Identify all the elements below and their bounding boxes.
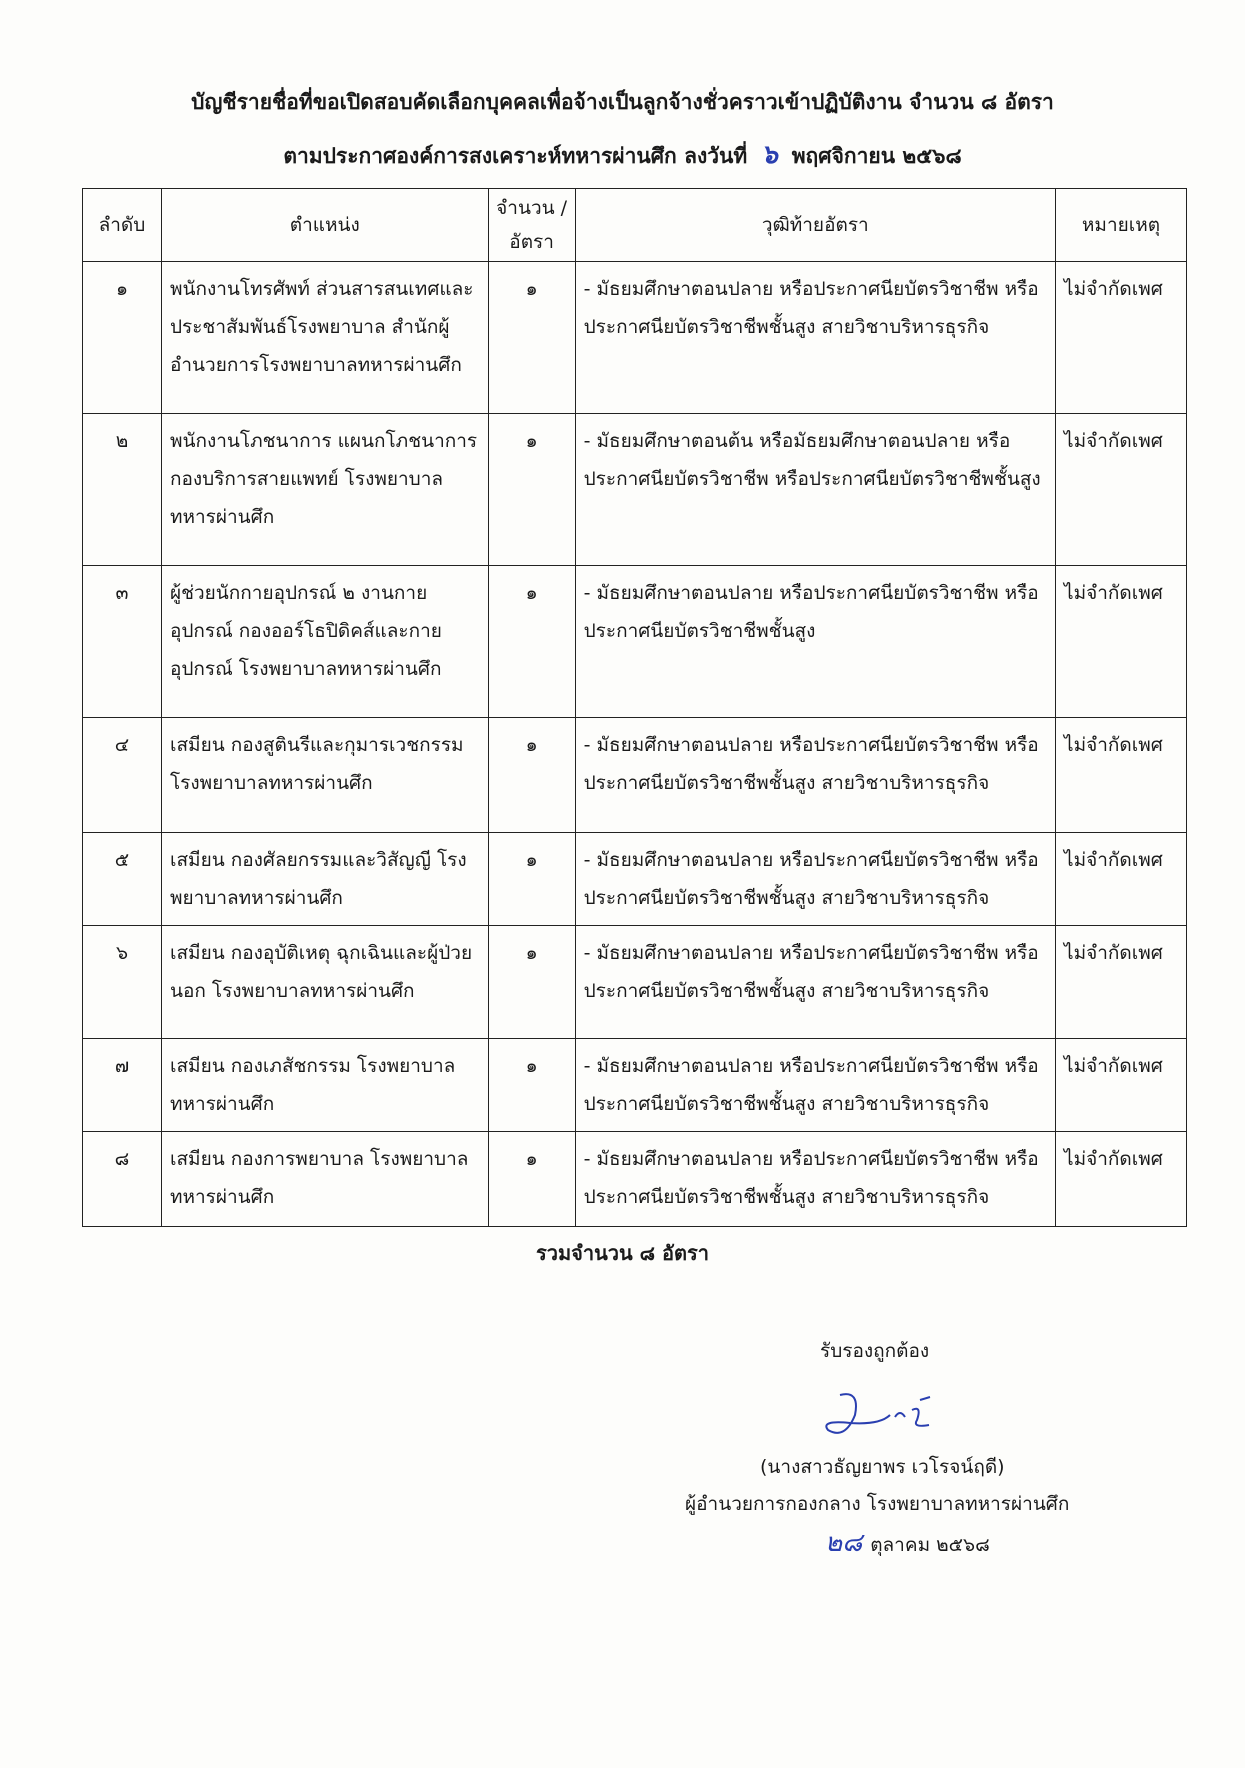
cell-no: ๓	[83, 566, 162, 718]
cell-qualification: - มัธยมศึกษาตอนปลาย หรือประกาศนียบัตรวิชาชีพ หรือประกาศนียบัตรวิชาชีพชั้นสูง	[575, 566, 1055, 718]
cell-position: เสมียน กองสูตินรีและกุมารเวชกรรม โรงพยาบาลทหารผ่านศึก	[161, 718, 488, 833]
cell-qualification: - มัธยมศึกษาตอนปลาย หรือประกาศนียบัตรวิชาชีพ หรือประกาศนียบัตรวิชาชีพชั้นสูง สายวิชาบริหารธุรกิจ	[575, 1132, 1055, 1227]
header-position: ตำแหน่ง	[161, 189, 488, 262]
cell-count: ๑	[488, 1132, 575, 1227]
title-line-2-suffix: พฤศจิกายน ๒๕๖๘	[791, 144, 962, 168]
sign-date	[825, 1522, 990, 1563]
table-row	[83, 1039, 1187, 1132]
cell-qualification: - มัธยมศึกษาตอนปลาย หรือประกาศนียบัตรวิชาชีพ หรือประกาศนียบัตรวิชาชีพชั้นสูง สายวิชาบริหารธุรกิจ	[575, 718, 1055, 833]
table-row	[83, 566, 1187, 718]
cell-no: ๑	[83, 262, 162, 414]
cell-remark: ไม่จำกัดเพศ	[1056, 262, 1187, 414]
cell-position: เสมียน กองเภสัชกรรม โรงพยาบาลทหารผ่านศึก	[161, 1039, 488, 1132]
cell-remark: ไม่จำกัดเพศ	[1056, 926, 1187, 1039]
cell-position: พนักงานโทรศัพท์ ส่วนสารสนเทศและประชาสัมพันธ์โรงพยาบาล สำนักผู้อำนวยการโรงพยาบาลทหารผ่านศึก	[161, 262, 488, 414]
table-row	[83, 1132, 1187, 1227]
title-line-2	[0, 134, 1245, 175]
cell-no: ๔	[83, 718, 162, 833]
total-count: รวมจำนวน ๘ อัตรา	[535, 1241, 709, 1265]
table-row	[83, 718, 1187, 833]
cell-qualification: - มัธยมศึกษาตอนต้น หรือมัธยมศึกษาตอนปลาย หรือประกาศนียบัตรวิชาชีพ หรือประกาศนียบัตรวิชาชีพชั้นสูง	[575, 414, 1055, 566]
cell-remark: ไม่จำกัดเพศ	[1056, 1132, 1187, 1227]
cell-remark: ไม่จำกัดเพศ	[1056, 718, 1187, 833]
signer-name: (นางสาวธัญยาพร เวโรจน์ฤดี)	[760, 1456, 1005, 1478]
positions-table	[82, 188, 1187, 1227]
cell-count: ๑	[488, 566, 575, 718]
table-header-row	[83, 189, 1187, 262]
cell-position: เสมียน กองการพยาบาล โรงพยาบาลทหารผ่านศึก	[161, 1132, 488, 1227]
cell-no: ๒	[83, 414, 162, 566]
table-row	[83, 833, 1187, 926]
cell-no: ๕	[83, 833, 162, 926]
cell-remark: ไม่จำกัดเพศ	[1056, 414, 1187, 566]
cell-no: ๘	[83, 1132, 162, 1227]
header-count: จำนวน /อัตรา	[488, 189, 575, 262]
header-remark: หมายเหตุ	[1056, 189, 1187, 262]
table-row	[83, 262, 1187, 414]
header-qualification: วุฒิท้ายอัตรา	[575, 189, 1055, 262]
cell-qualification: - มัธยมศึกษาตอนปลาย หรือประกาศนียบัตรวิชาชีพ หรือประกาศนียบัตรวิชาชีพชั้นสูง สายวิชาบริหารธุรกิจ	[575, 1039, 1055, 1132]
cell-no: ๖	[83, 926, 162, 1039]
cell-count: ๑	[488, 718, 575, 833]
title-line-2-prefix: ตามประกาศองค์การสงเคราะห์ทหารผ่านศึก ลงวันที่	[283, 144, 748, 168]
cell-position: เสมียน กองศัลยกรรมและวิสัญญี โรงพยาบาลทหารผ่านศึก	[161, 833, 488, 926]
cell-remark: ไม่จำกัดเพศ	[1056, 833, 1187, 926]
sign-month-year: ตุลาคม ๒๕๖๘	[870, 1534, 990, 1556]
cell-remark: ไม่จำกัดเพศ	[1056, 1039, 1187, 1132]
cell-count: ๑	[488, 833, 575, 926]
cell-count: ๑	[488, 1039, 575, 1132]
cell-count: ๑	[488, 926, 575, 1039]
cell-qualification: - มัธยมศึกษาตอนปลาย หรือประกาศนียบัตรวิชาชีพ หรือประกาศนียบัตรวิชาชีพชั้นสูง สายวิชาบริหารธุรกิจ	[575, 833, 1055, 926]
table-row	[83, 414, 1187, 566]
signature	[820, 1385, 950, 1445]
cell-position: ผู้ช่วยนักกายอุปกรณ์ ๒ งานกายอุปกรณ์ กองออร์โธปิดิคส์และกายอุปกรณ์ โรงพยาบาลทหารผ่านศึก	[161, 566, 488, 718]
title-line-1: บัญชีรายชื่อที่ขอเปิดสอบคัดเลือกบุคคลเพื่อจ้างเป็นลูกจ้างชั่วคราวเข้าปฏิบัติงาน จำนวน ๘ อัตรา	[191, 90, 1054, 114]
header-no: ลำดับ	[83, 189, 162, 262]
cell-no: ๗	[83, 1039, 162, 1132]
cell-count: ๑	[488, 262, 575, 414]
certify-text: รับรองถูกต้อง	[820, 1340, 930, 1362]
cell-qualification: - มัธยมศึกษาตอนปลาย หรือประกาศนียบัตรวิชาชีพ หรือประกาศนียบัตรวิชาชีพชั้นสูง สายวิชาบริหารธุรกิจ	[575, 262, 1055, 414]
signer-position: ผู้อำนวยการกองกลาง โรงพยาบาลทหารผ่านศึก	[685, 1493, 1070, 1515]
cell-count: ๑	[488, 414, 575, 566]
handwritten-day: ๖	[761, 140, 778, 170]
cell-qualification: - มัธยมศึกษาตอนปลาย หรือประกาศนียบัตรวิชาชีพ หรือประกาศนียบัตรวิชาชีพชั้นสูง สายวิชาบริหารธุรกิจ	[575, 926, 1055, 1039]
handwritten-sign-day: ๒๘	[825, 1528, 863, 1558]
table-row	[83, 926, 1187, 1039]
cell-remark: ไม่จำกัดเพศ	[1056, 566, 1187, 718]
cell-position: เสมียน กองอุบัติเหตุ ฉุกเฉินและผู้ป่วยนอก โรงพยาบาลทหารผ่านศึก	[161, 926, 488, 1039]
cell-position: พนักงานโภชนาการ แผนกโภชนาการ กองบริการสายแพทย์ โรงพยาบาลทหารผ่านศึก	[161, 414, 488, 566]
